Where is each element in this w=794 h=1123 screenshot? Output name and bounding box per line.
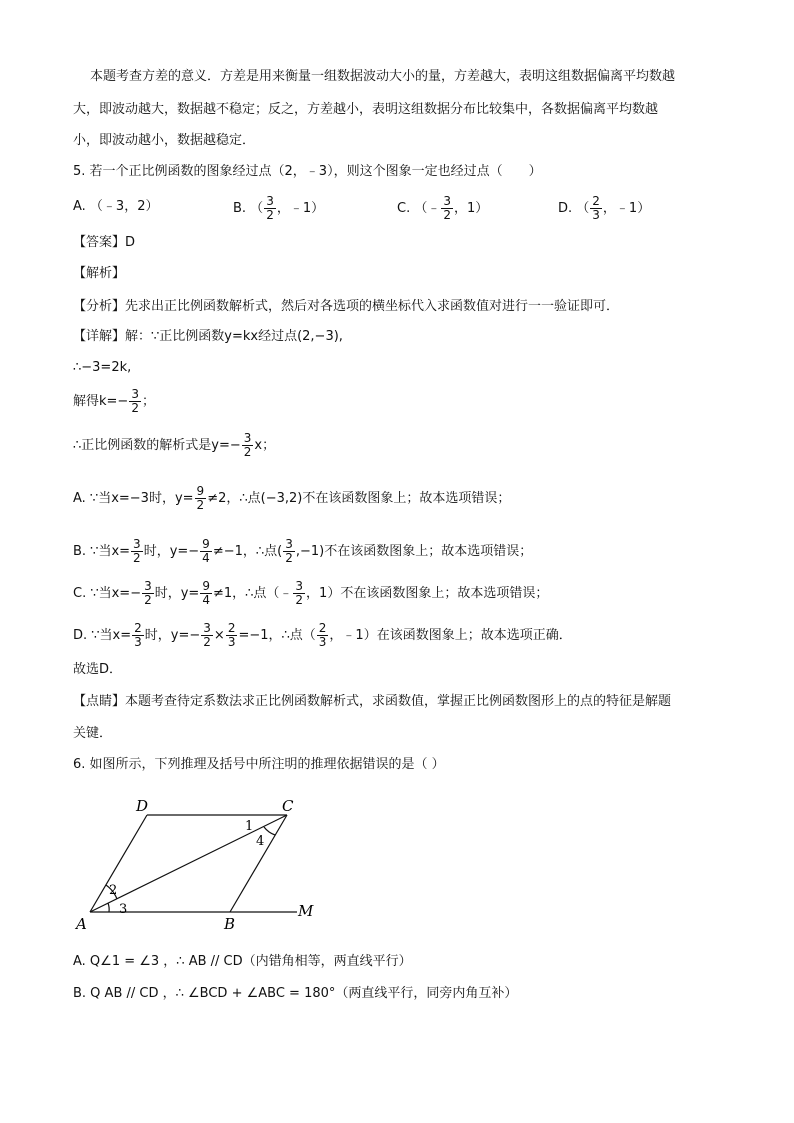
angle-arc-c bbox=[264, 827, 275, 835]
q5-option-b: B. （ $\frac{3}{2}$ ，﹣1） bbox=[233, 194, 325, 222]
q6-stem: 6. 如图所示，下列推理及括号中所注明的推理依据错误的是（ ） bbox=[73, 757, 445, 772]
parallelogram-figure bbox=[72, 795, 332, 935]
q5-choose: 故选D． bbox=[73, 662, 123, 677]
q5-dianjing-1: 【点睛】本题考查待定系数法求正比例函数解析式，求函数值，掌握正比例函数图形上的点的特征是解题 bbox=[73, 694, 672, 709]
q5-check-b: B. ∵当x= $\frac{3}{2}$ 时，y=− $\frac{9}{4}$ ≠−1，∴点( $\frac{3}{2}$ ,−1)不在该函数图象上；故本选项错误； bbox=[73, 537, 533, 565]
q5-step-2: 解得k=− $\frac{3}{2}$ ； bbox=[73, 387, 155, 415]
angle-arc-a-inner bbox=[108, 903, 109, 912]
q5-step-1: ∴−3=2k, bbox=[73, 360, 132, 375]
q6-option-b: B. Q AB // CD ，∴ ∠BCD + ∠ABC = 180°（两直线平行，同旁内角互补） bbox=[73, 986, 518, 1001]
q5-option-a: A. （﹣3，2） bbox=[73, 199, 159, 214]
q6-option-a: A. Q∠1 = ∠3 ，∴ AB // CD（内错角相等，两直线平行） bbox=[73, 954, 412, 969]
q5-stem: 5. 若一个正比例函数的图象经过点（2，﹣3），则这个图象一定也经过点（ ） bbox=[73, 164, 542, 179]
intro-line-2: 大，即波动越大，数据越不稳定；反之，方差越小，表明这组数据分布比较集中，各数据偏离平均数越 bbox=[73, 102, 659, 117]
q5-check-d: D. ∵当x= $\frac{2}{3}$ 时，y=− $\frac{3}{2}$ × $\frac{2}{3}$ =−1，∴点（ $\frac{2}{3}$ ，﹣1）在该函数图象上；故本选项正确． bbox=[73, 621, 572, 649]
q5-check-c: C. ∵当x=− $\frac{3}{2}$ 时，y= $\frac{9}{4}$ ≠1，∴点（﹣ $\frac{3}{2}$ ，1）不在该函数图象上；故本选项错误； bbox=[73, 579, 549, 607]
label-M: M bbox=[298, 902, 314, 920]
q5-option-c: C. （﹣ $\frac{3}{2}$ ，1） bbox=[397, 194, 489, 222]
label-B: B bbox=[224, 915, 236, 933]
q5-fenxi: 【分析】先求出正比例函数解析式，然后对各选项的横坐标代入求函数值对进行一一验证即可． bbox=[73, 299, 620, 314]
angle-label-3: 3 bbox=[119, 902, 128, 917]
angle-label-4: 4 bbox=[256, 834, 265, 849]
label-D: D bbox=[136, 797, 149, 815]
q5-jiexi: 【解析】 bbox=[73, 266, 126, 281]
angle-label-1: 1 bbox=[245, 819, 254, 834]
angle-label-2: 2 bbox=[109, 883, 118, 898]
q5-dianjing-2: 关键． bbox=[73, 726, 113, 741]
intro-line-1: 本题考查方差的意义．方差是用来衡量一组数据波动大小的量，方差越大，表明这组数据偏离平均数越 bbox=[90, 69, 676, 84]
q5-answer: 【答案】D bbox=[73, 235, 136, 250]
label-A: A bbox=[76, 915, 87, 933]
q5-check-a: A. ∵当x=−3时，y= $\frac{9}{2}$ ≠2，∴点(−3,2)不在该函数图象上；故本选项错误； bbox=[73, 484, 511, 512]
label-C: C bbox=[282, 797, 294, 815]
q5-step-3: ∴正比例函数的解析式是y=− $\frac{3}{2}$ x； bbox=[73, 431, 276, 459]
q5-option-d: D. （ $\frac{2}{3}$ ，﹣1） bbox=[558, 194, 651, 222]
diagonal-AC bbox=[90, 815, 287, 912]
q5-xiangjie: 【详解】解：∵正比例函数y=kx经过点(2,−3), bbox=[73, 329, 343, 344]
intro-line-3: 小，即波动越小，数据越稳定． bbox=[73, 133, 256, 148]
